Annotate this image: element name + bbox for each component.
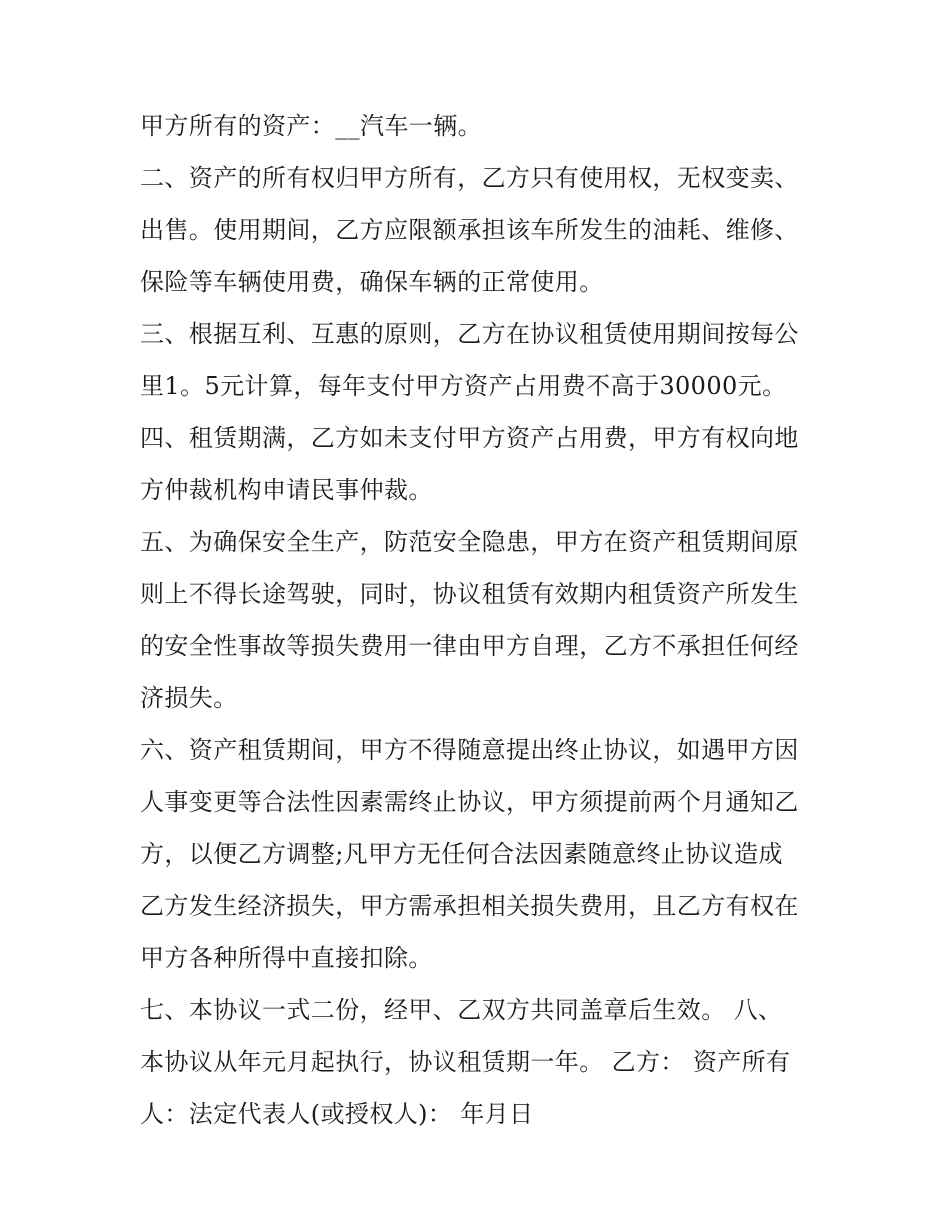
text-line: 保险等车辆使用费，确保车辆的正常使用。: [140, 268, 604, 296]
text-line: 本协议从年元月起执行，协议租赁期一年。 乙方： 资产所有: [140, 1048, 791, 1076]
text-line: 出售。使用期间，乙方应限额承担该车所发生的油耗、维修、: [140, 216, 799, 244]
text-line: 甲方各种所得中直接扣除。: [140, 944, 433, 972]
text-line: 二、资产的所有权归甲方所有，乙方只有使用权，无权变卖、: [140, 164, 799, 192]
text-line: 乙方发生经济损失，甲方需承担相关损失费用，且乙方有权在: [140, 892, 799, 920]
text-line: 三、根据互利、互惠的原则，乙方在协议租赁使用期间按每公: [140, 320, 799, 348]
text-line: 七、本协议一式二份，经甲、乙双方共同盖章后生效。 八、: [140, 996, 783, 1024]
text-line: 方，以便乙方调整;凡甲方无任何合法因素随意终止协议造成: [140, 840, 783, 868]
text-line: 里1。5元计算，每年支付甲方资产占用费不高于30000元。: [140, 372, 787, 400]
text-line: 的安全性事故等损失费用一律由甲方自理，乙方不承担任何经: [140, 632, 799, 660]
text-line: 济损失。: [140, 684, 238, 712]
text-line: 四、租赁期满，乙方如未支付甲方资产占用费，甲方有权向地: [140, 424, 799, 452]
text-line: 人事变更等合法性因素需终止协议，甲方须提前两个月通知乙: [140, 788, 799, 816]
text-line: 则上不得长途驾驶，同时，协议租赁有效期内租赁资产所发生: [140, 580, 799, 608]
contract-body: [140, 100, 820, 1140]
text-line: 甲方所有的资产：__汽车一辆。: [140, 112, 482, 140]
text-line: 人：法定代表人(或授权人)： 年月日: [140, 1100, 534, 1128]
text-line: 方仲裁机构申请民事仲裁。: [140, 476, 433, 504]
text-line: 五、为确保安全生产，防范安全隐患，甲方在资产租赁期间原: [140, 528, 799, 556]
text-line: 六、资产租赁期间，甲方不得随意提出终止协议，如遇甲方因: [140, 736, 799, 764]
